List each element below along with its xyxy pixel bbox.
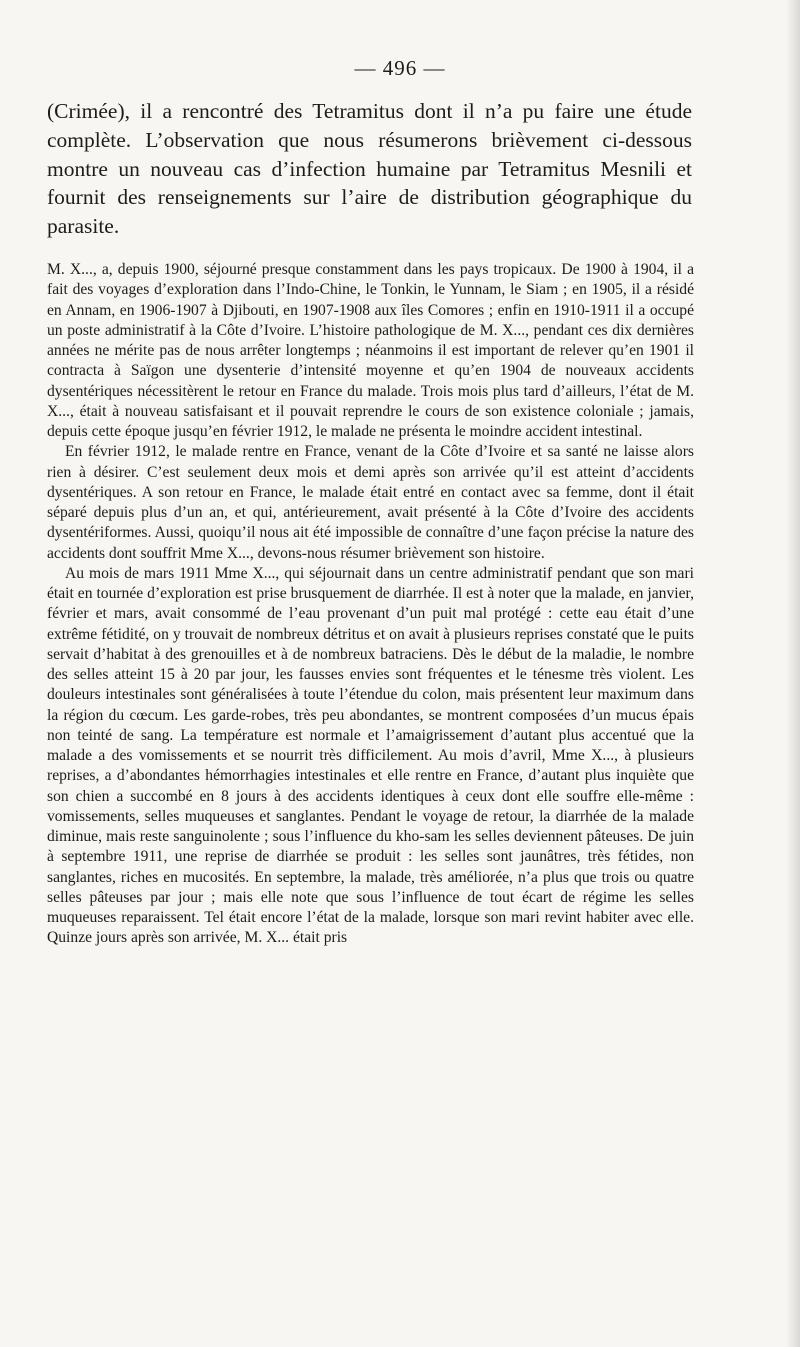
page-edge-shadow: [786, 0, 800, 1347]
body-paragraph-1: M. X..., a, depuis 1900, séjourné presque constamment dans les pays tropicaux. De 1900 à 1904, il a fait des voyages d’exploration dans l’Indo-Chine, le Tonkin, le Yunnam, le Siam ; en 1905, il a résidé en Annam, en 1906-1907 à Djibouti, en 1907-1908 aux îles Comores ; enfin en 1910-1911 il a occupé un poste administratif à la Côte d’Ivoire. L’histoire pathologique de M. X..., pendant ces dix dernières années ne mérite pas de nous arrêter longtemps ; néanmoins il est important de relever qu’en 1901 il contracta à Saïgon une dysenterie d’intensité moyenne et qu’en 1904 de nouveaux accidents dysentériques nécessitèrent le retour en France du malade. Trois mois plus tard d’ailleurs, l’état de M. X..., était à nouveau satisfaisant et il pouvait reprendre le cours de son existence coloniale ; jamais, depuis cette époque jusqu’en février 1912, le malade ne présenta le moindre accident intestinal.: [47, 261, 694, 440]
body-paragraph-2: En février 1912, le malade rentre en France, venant de la Côte d’Ivoire et sa santé ne laisse alors rien à désirer. C’est seulement deux mois et demi après son arrivée qu’il est atteint d’accidents dysentériques. A son retour en France, le malade était entré en contact avec sa femme, dont il était séparé depuis plus d’un an, et qui, antérieurement, avait présenté à la Côte d’Ivoire des accidents dysentériformes. Aussi, quoiqu’il nous ait été impossible de connaître d’une façon précise la nature des accidents dont souffrit Mme X..., devons-nous résumer brièvement son histoire.: [47, 443, 694, 562]
body-paragraph-3: Au mois de mars 1911 Mme X..., qui séjournait dans un centre administratif pendant que son mari était en tournée d’exploration est prise brusquement de diarrhée. Il est à noter que la malade, en janvier, février et mars, avait consommé de l’eau provenant d’un puit mal protégé : cette eau était d’une extrême fétidité, on y trouvait de nombreux détritus et on avait à plusieurs reprises constaté que le puits servait d’habitat à des grenouilles et à de nombreux batraciens. Dès le début de la maladie, le nombre des selles atteint 15 à 20 par jour, les fausses envies sont fréquentes et le ténesme très violent. Les douleurs intestinales sont généralisées à toute l’étendue du colon, mais présentent leur maximum dans la région du cœcum. Les garde-robes, très peu abondantes, se montrent composées d’un mucus épais non teinté de sang. La température est normale et l’amaigrissement d’autant plus accentué que la malade a des vomissements et se nourrit très difficilement. Au mois d’avril, Mme X..., à plusieurs reprises, a d’abondantes hémorrhagies intestinales et elle rentre en France, d’autant plus inquiète que son chien a succombé en 8 jours à des accidents identiques à ceux dont elle souffre elle-même : vomissements, selles muqueuses et sanglantes. Pendant le voyage de retour, la diarrhée de la malade diminue, mais reste sanguinolente ; sous l’influence du kho-sam les selles deviennent pâteuses. De juin à septembre 1911, une reprise de diarrhée se produit : les selles sont jaunâtres, très fétides, non sanglantes, riches en mucosités. En septembre, la malade, très améliorée, n’a plus que trois ou quatre selles pâteuses par jour ; mais elle note que sous l’influence de tout écart de régime les selles muqueuses reparaissent. Tel était encore l’état de la malade, lorsque son mari revint habiter avec elle. Quinze jours après son arrivée, M. X... était pris: [47, 564, 694, 947]
lead-paragraph: (Crimée), il a rencontré des Tetramitus dont il n’a pu faire une étude complète. L’observation que nous résumerons brièvement ci-dessous montre un nouveau cas d’infection humaine par Tetramitus Mesnili et fournit des renseignements sur l’aire de distribution géographique du parasite.: [47, 99, 692, 239]
page-number: — 496 —: [354, 56, 446, 80]
body-section: [47, 260, 694, 949]
lead-section: [47, 97, 692, 241]
